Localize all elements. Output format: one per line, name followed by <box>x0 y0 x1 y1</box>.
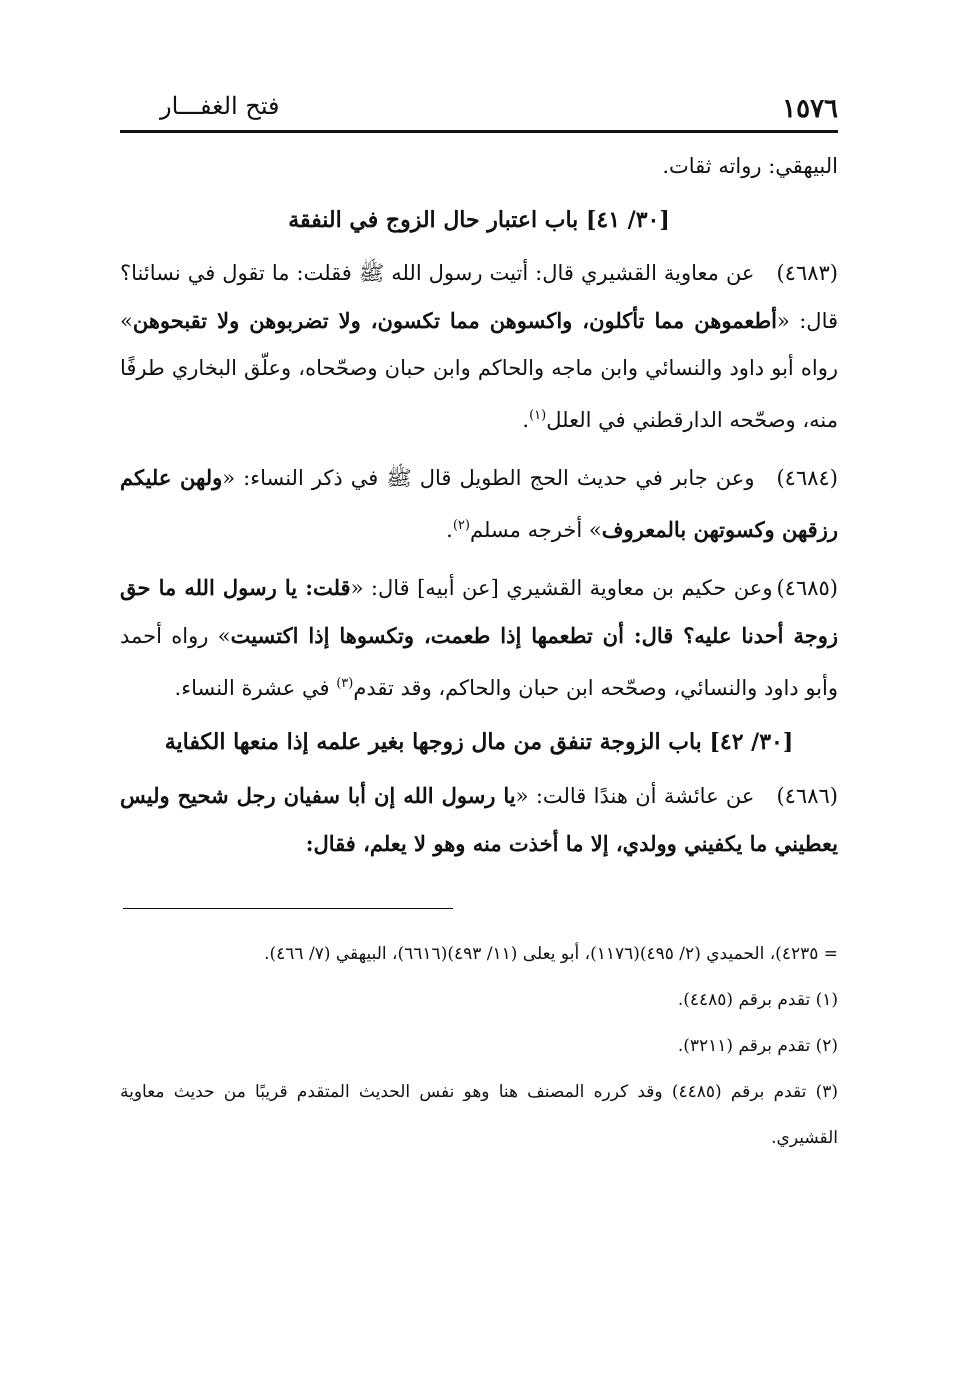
hadith-text: . <box>522 408 530 432</box>
hadith-text: » رواه أحمد وأبو داود والنسائي، وصحّحه ابن حبان والحاكم، وقد تقدم <box>120 624 838 700</box>
book-title: فتح الغفـــار <box>160 92 280 120</box>
hadith-text: في عشرة النساء. <box>174 676 337 700</box>
hadith-4683 <box>120 250 838 444</box>
hadith-number: (٤٦٨٦) <box>776 784 838 808</box>
hadith-text: عن معاوية القشيري قال: أتيت رسول الله ﷺ فقلت: ما تقول في نسائنا؟ قال: « <box>120 261 838 333</box>
hadith-text: وعن جابر في حديث الحج الطويل قال ﷺ في ذكر النساء: « <box>222 466 755 490</box>
hadith-quote: قلت: يا رسول الله ما حق زوجة أحدنا عليه؟ قال: أن تطعمها إذا طعمت، وتكسوها إذا اكتسيت <box>120 575 838 648</box>
hadith-text: » أخرجه مسلم <box>469 518 602 542</box>
hadith-number: (٤٦٨٤) <box>776 466 838 490</box>
hadith-number: (٤٦٨٥) <box>776 576 838 600</box>
hadith-4684 <box>120 454 838 554</box>
footnote-separator <box>123 908 453 909</box>
hadith-number: (٤٦٨٣) <box>776 261 838 285</box>
header-rule <box>120 130 838 133</box>
hadith-text: عن عائشة أن هندًا قالت: « <box>515 784 755 808</box>
hadith-quote: يا رسول الله إن أبا سفيان رجل شحيح وليس يعطيني ما يكفيني وولدي، إلا ما أخذت منه وهو لا يعلم، فقال: <box>120 783 838 856</box>
footnote-3: (٣) تقدم برقم (٤٤٨٥) وقد كرره المصنف هنا وهو نفس الحديث المتقدم قريبًا من حديث معاوية القشيري. <box>120 1082 839 1148</box>
page-number: ١٥٧٦ <box>782 94 838 124</box>
footnote-1: (١) تقدم برقم (٤٤٨٥). <box>677 990 838 1010</box>
chapter-heading-42: [٣٠/ ٤٢] باب الزوجة تنفق من مال زوجها بغير علمه إذا منعها الكفاية <box>164 729 794 755</box>
chapter-heading-41: [٣٠/ ٤١] باب اعتبار حال الزوج في النفقة <box>288 207 670 233</box>
hadith-text: » رواه أبو داود والنسائي وابن ماجه والحاكم وابن حبان وصحّحاه، وعلّق البخاري طرفًا منه، وصحّحه الدارقطني في العلل <box>120 309 838 432</box>
hadith-text: . <box>446 518 453 542</box>
hadith-quote: ولهن عليكم رزقهن وكسوتهن بالمعروف <box>120 465 838 542</box>
footnote-2: (٢) تقدم برقم (٣٢١١). <box>677 1036 838 1056</box>
hadith-4686 <box>120 772 838 868</box>
footnote-marker: (١) <box>529 408 547 423</box>
footnote-marker: (٢) <box>452 518 470 533</box>
hadith-quote: أطعموهن مما تأكلون، واكسوهن مما تكسون، ولا تضربوهن ولا تقبحوهن <box>132 308 778 333</box>
footnote-continuation: = ٤٢٣٥)، الحميدي (٢/ ٤٩٥)(١١٧٦)، أبو يعلى (١١/ ٤٩٣)(٦٦١٦)، البيهقي (٧/ ٤٦٦). <box>264 944 838 964</box>
hadith-text: وعن حكيم بن معاوية القشيري [عن أبيه] قال: « <box>350 576 773 600</box>
page <box>120 88 838 1161</box>
running-header <box>120 88 838 128</box>
footnote-marker: (٣) <box>336 676 354 691</box>
intro-line: البيهقي: رواته ثقات. <box>662 154 838 178</box>
hadith-4685 <box>120 564 838 712</box>
